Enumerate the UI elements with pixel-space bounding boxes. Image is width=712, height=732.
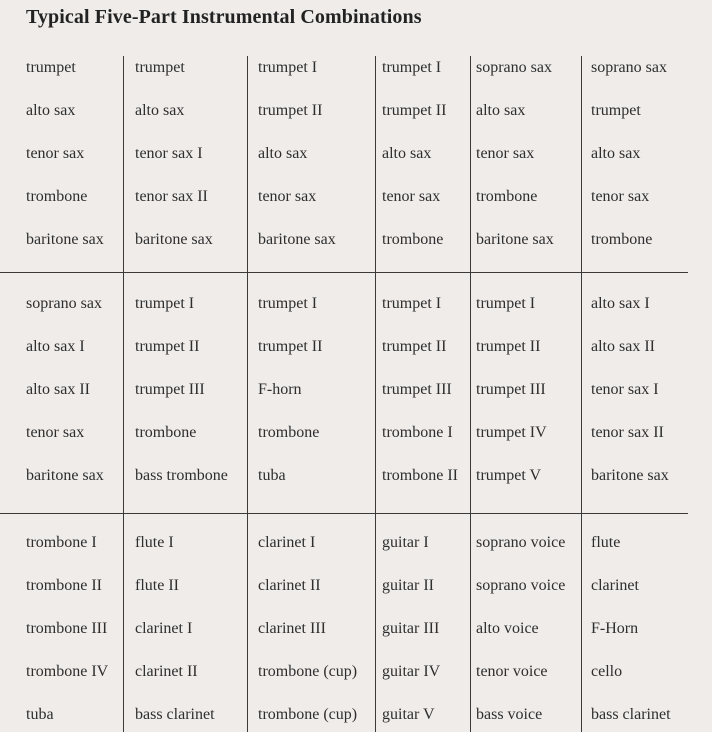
instrument-cell: tenor sax [258, 188, 317, 205]
instrument-cell: guitar II [382, 577, 434, 594]
instrument-cell: baritone sax [135, 231, 213, 248]
instrument-cell: trombone [26, 188, 88, 205]
instrument-cell: alto sax II [591, 338, 655, 355]
instrument-cell: guitar IV [382, 663, 441, 680]
instrument-cell: F-Horn [591, 620, 639, 637]
instrument-cell: tenor sax I [135, 145, 203, 162]
instrument-cell: flute II [135, 577, 179, 594]
instrument-cell: clarinet III [258, 620, 326, 637]
instrument-cell: alto sax [258, 145, 308, 162]
instrument-cell: trumpet II [382, 102, 447, 119]
instrument-cell: tenor sax [591, 188, 650, 205]
instrument-cell: soprano sax [476, 59, 552, 76]
instrument-cell: trumpet III [382, 381, 452, 398]
instrument-cell: trumpet II [135, 338, 200, 355]
instrument-cell: tenor sax I [591, 381, 659, 398]
instrument-cell: alto sax I [591, 295, 650, 312]
column-divider [375, 56, 376, 732]
instrument-cell: tenor sax [26, 424, 85, 441]
instrument-cell: clarinet I [258, 534, 316, 551]
column-divider [470, 56, 471, 732]
instrument-cell: trumpet III [476, 381, 546, 398]
instrument-cell: clarinet II [135, 663, 198, 680]
instrument-cell: trombone [258, 424, 320, 441]
instrument-cell: baritone sax [258, 231, 336, 248]
instrument-cell: trumpet IV [476, 424, 547, 441]
instrument-cell: trombone [591, 231, 653, 248]
instrument-cell: tenor sax [476, 145, 535, 162]
instrument-cell: bass clarinet [591, 706, 671, 723]
instrument-cell: flute [591, 534, 621, 551]
instrument-cell: alto sax II [26, 381, 90, 398]
instrument-cell: clarinet II [258, 577, 321, 594]
instrument-cell: bass voice [476, 706, 543, 723]
instrument-cell: trumpet V [476, 467, 542, 484]
instrument-cell: trumpet II [258, 102, 323, 119]
instrument-cell: trumpet II [382, 338, 447, 355]
instrument-cell: alto sax [591, 145, 641, 162]
instrument-cell: trumpet II [258, 338, 323, 355]
instrument-cell: tuba [258, 467, 286, 484]
instrument-cell: baritone sax [26, 231, 104, 248]
instrument-cell: guitar V [382, 706, 435, 723]
instrument-cell: flute I [135, 534, 174, 551]
instrument-cell: trumpet II [476, 338, 541, 355]
instrument-cell: baritone sax [591, 467, 669, 484]
instrument-cell: trombone [135, 424, 197, 441]
instrument-cell: trumpet [591, 102, 641, 119]
column-divider [123, 56, 124, 732]
instrument-cell: trumpet I [382, 295, 442, 312]
instrument-cell: soprano sax [26, 295, 102, 312]
instrument-cell: trombone I [26, 534, 97, 551]
instrument-cell: bass trombone [135, 467, 228, 484]
instrument-cell: trumpet [135, 59, 185, 76]
column-divider [247, 56, 248, 732]
instrument-cell: F-horn [258, 381, 302, 398]
group-divider [0, 272, 688, 273]
instrument-cell: trumpet I [382, 59, 442, 76]
instrument-cell: trombone III [26, 620, 108, 637]
instrument-cell: trumpet I [476, 295, 536, 312]
instrument-cell: bass clarinet [135, 706, 215, 723]
instrument-cell: baritone sax [476, 231, 554, 248]
instrument-cell: guitar I [382, 534, 429, 551]
instrument-cell: tenor sax [382, 188, 441, 205]
instrument-cell: trombone I [382, 424, 453, 441]
instrument-cell: trombone (cup) [258, 706, 358, 723]
instrument-cell: cello [591, 663, 623, 680]
page-title: Typical Five-Part Instrumental Combinations [26, 6, 422, 28]
instrument-cell: soprano sax [591, 59, 667, 76]
instrument-cell: clarinet [591, 577, 639, 594]
instrument-cell: trumpet I [258, 295, 318, 312]
instrument-cell: trumpet [26, 59, 76, 76]
instrument-cell: tenor sax II [591, 424, 664, 441]
group-divider [0, 513, 688, 514]
instrument-cell: alto sax [135, 102, 185, 119]
instrument-cell: alto sax [476, 102, 526, 119]
instrument-cell: alto voice [476, 620, 539, 637]
instrument-cell: soprano voice [476, 534, 566, 551]
instrument-cell: alto sax [382, 145, 432, 162]
instrument-cell: tuba [26, 706, 54, 723]
instrument-cell: trombone [476, 188, 538, 205]
instrument-cell: clarinet I [135, 620, 193, 637]
instrument-cell: tenor sax [26, 145, 85, 162]
column-divider [581, 56, 582, 732]
instrument-cell: trombone IV [26, 663, 109, 680]
instrument-cell: alto sax I [26, 338, 85, 355]
instrument-cell: trumpet III [135, 381, 205, 398]
instrument-cell: tenor voice [476, 663, 548, 680]
instrument-cell: trombone [382, 231, 444, 248]
instrument-cell: alto sax [26, 102, 76, 119]
instrument-cell: trumpet I [135, 295, 195, 312]
instrument-cell: soprano voice [476, 577, 566, 594]
instrument-cell: trumpet I [258, 59, 318, 76]
instrument-cell: tenor sax II [135, 188, 208, 205]
instrument-cell: trombone (cup) [258, 663, 358, 680]
instrument-cell: baritone sax [26, 467, 104, 484]
instrument-cell: trombone II [26, 577, 102, 594]
instrument-cell: guitar III [382, 620, 440, 637]
instrument-cell: trombone II [382, 467, 458, 484]
